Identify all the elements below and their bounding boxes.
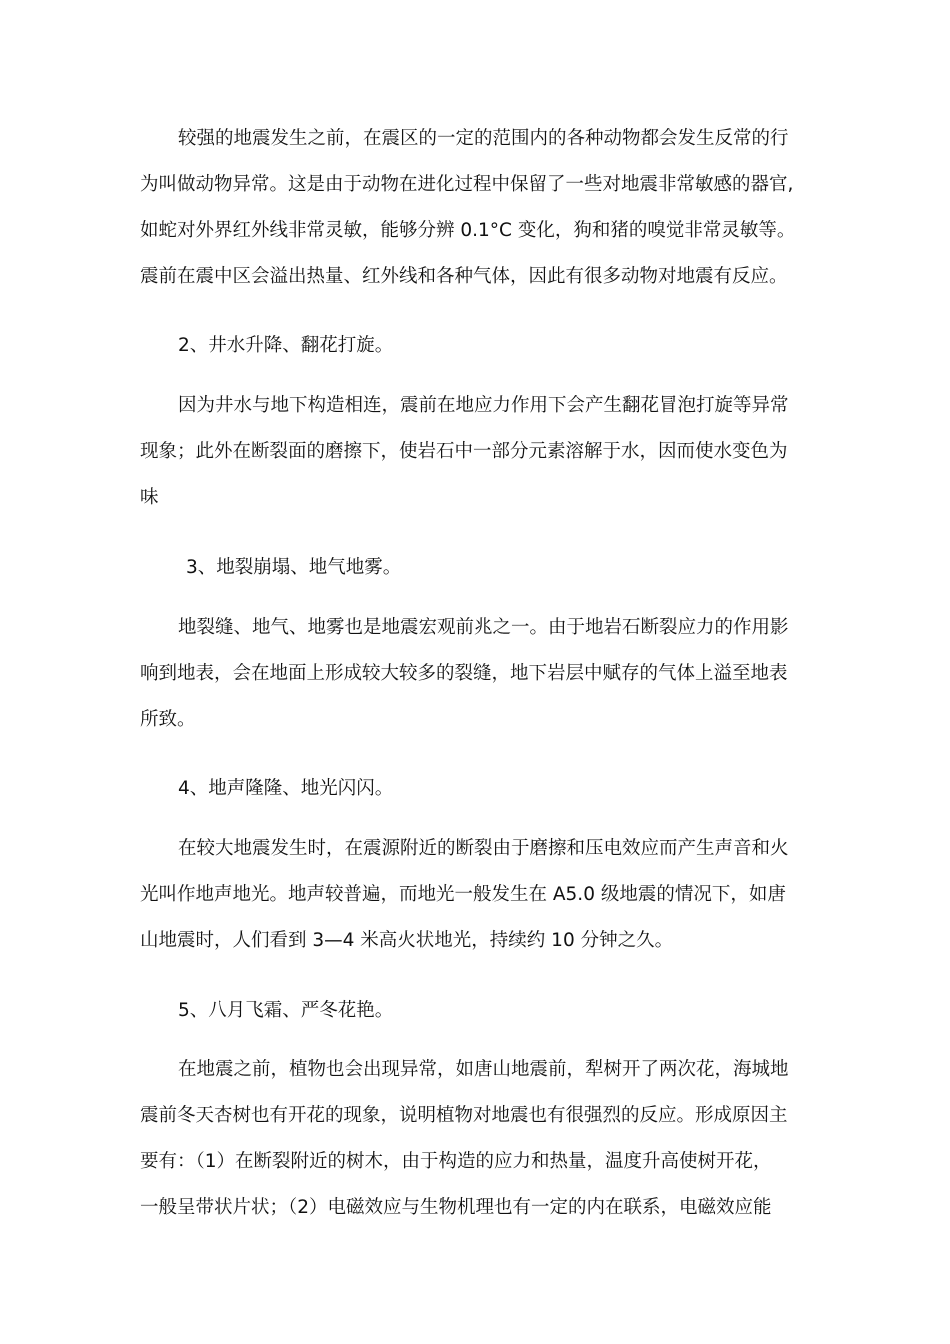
paragraph-ground-sound-light [140, 826, 820, 964]
text-line: 在较大地震发生时，在震源附近的断裂由于磨擦和压电效应而产生声音和火 [178, 838, 789, 859]
text-line: 较强的地震发生之前，在震区的一定的范围内的各种动物都会发生反常的行 [178, 128, 789, 149]
section-heading-3: 3、地裂崩塌、地气地雾。 [186, 557, 402, 578]
text-line: 味 [140, 487, 159, 508]
text-line: 地裂缝、地气、地雾也是地震宏观前兆之一。由于地岩石断裂应力的作用影 [178, 617, 789, 638]
paragraph-ground-fissure [140, 605, 820, 743]
text-line: 山地震时，人们看到 3—4 米高火状地光，持续约 10 分钟之久。 [140, 930, 674, 951]
text-line: 为叫做动物异常。这是由于动物在进化过程中保留了一些对地震非常敏感的器官, [140, 174, 794, 195]
paragraph-plant-anomaly [140, 1047, 820, 1231]
paragraph-well-water [140, 383, 820, 521]
text-line: 震前冬天杏树也有开花的现象，说明植物对地震也有很强烈的反应。形成原因主 [140, 1105, 788, 1126]
text-line: 现象；此外在断裂面的磨擦下，使岩石中一部分元素溶解于水，因而使水变色为 [140, 441, 788, 462]
text-line: 在地震之前，植物也会出现异常，如唐山地震前，犁树开了两次花，海城地 [178, 1059, 789, 1080]
text-line: 所致。 [140, 709, 196, 730]
section-heading-4: 4、地声隆隆、地光闪闪。 [178, 778, 394, 799]
text-line: 如蛇对外界红外线非常灵敏，能够分辨 0.1°C 变化，狗和猪的嗅觉非常灵敏等。 [140, 220, 796, 241]
text-line: 要有：（1）在断裂附近的树木，由于构造的应力和热量，温度升高使树开花， [140, 1151, 772, 1172]
section-heading-5: 5、八月飞霜、严冬花艳。 [178, 1000, 394, 1021]
text-line: 响到地表，会在地面上形成较大较多的裂缝，地下岩层中赋存的气体上溢至地表 [140, 663, 788, 684]
text-line: 因为井水与地下构造相连，震前在地应力作用下会产生翻花冒泡打旋等异常 [178, 395, 789, 416]
text-line: 一般呈带状片状；（2）电磁效应与生物机理也有一定的内在联系，电磁效应能 [140, 1197, 772, 1218]
paragraph-animal-anomaly [140, 116, 820, 300]
text-line: 光叫作地声地光。地声较普遍，而地光一般发生在 A5.0 级地震的情况下，如唐 [140, 884, 786, 905]
text-line: 震前在震中区会溢出热量、红外线和各种气体，因此有很多动物对地震有反应。 [140, 266, 788, 287]
section-heading-2: 2、井水升降、翻花打旋。 [178, 335, 394, 356]
